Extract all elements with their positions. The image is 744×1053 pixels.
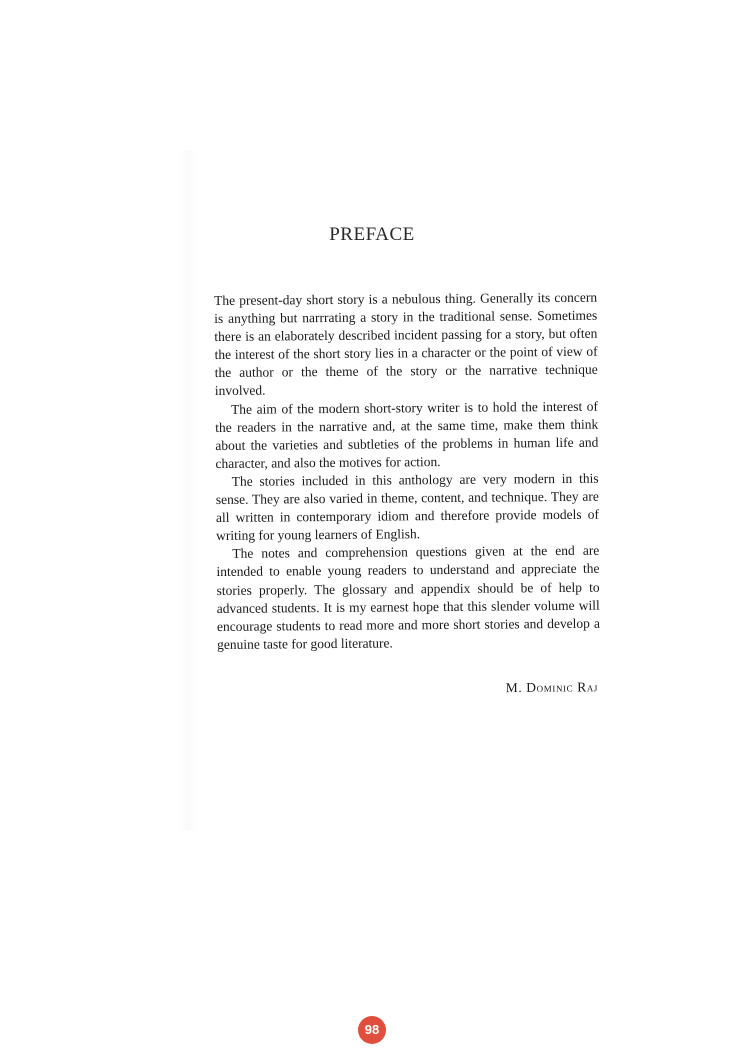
preface-paragraph-2: The aim of the modern short-story writer is to hold the interest of the readers in the narrative and, at the same time, make them think about the varieties and subtleties of the problems in human life and character, and also the motives for action.: [215, 398, 599, 471]
page-title: PREFACE: [329, 224, 415, 245]
scan-shadow: [178, 150, 198, 830]
author-signature: M. Dominic Raj: [505, 679, 599, 696]
preface-paragraph-1: The present-day short story is a nebulous thing. Generally its concern is anything but narrrating a story in the traditional sense. Sometimes there is an elaborately described incident passing for a story, but often the interest of the short story lies in a character or the point of view of the author or the theme of the story or the narrative technique involved.: [214, 289, 598, 399]
page-number-badge: 98: [358, 1016, 386, 1044]
preface-paragraph-4: The notes and comprehension questions given at the end are intended to enable young readers to understand and appreciate the stories properly. The glossary and appendix should be of help to advanced students. It is my earnest hope that this slender volume will encourage students to read more and more short stories and develop a genuine taste for good literature.: [216, 542, 600, 652]
preface-body: [214, 289, 600, 654]
preface-paragraph-3: The stories included in this anthology are very modern in this sense. They are also varied in theme, content, and technique. They are all written in contemporary idiom and therefore provide models of writing for young learners of English.: [215, 470, 600, 544]
